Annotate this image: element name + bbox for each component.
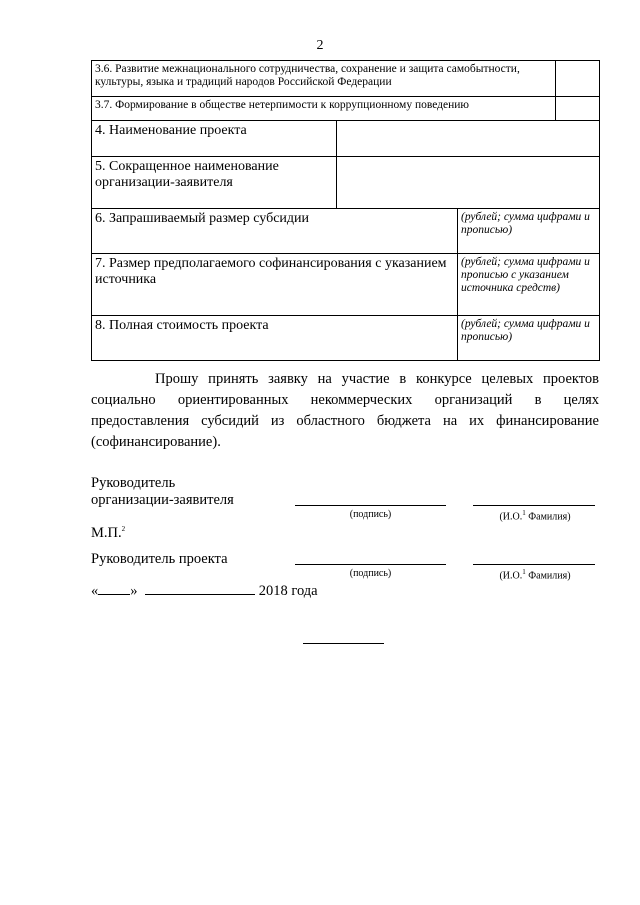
project-head-signature-line[interactable]: [295, 564, 446, 565]
project-head-signature-caption: (подпись): [349, 568, 392, 579]
row-7-label: 7. Размер предполагаемого софинансирования с указанием источника: [92, 254, 458, 316]
row-6-label: 6. Запрашиваемый размер субсидии: [92, 209, 458, 254]
org-head-signature-line[interactable]: [295, 505, 446, 506]
org-head-signature-caption: (подпись): [349, 509, 392, 520]
org-head-name-line[interactable]: [473, 505, 595, 506]
project-name-field[interactable]: [337, 121, 600, 157]
request-paragraph: Прошу принять заявку на участие в конкурсе целевых проектов социально ориентированных некоммерческих организаций в целях предоставления субсидий из областного бюджета на их финансирование (софинансирование).: [91, 371, 599, 451]
org-head-name-caption: (И.О.$^1$ Фамилия): [499, 509, 571, 523]
page-number: 2: [316, 38, 324, 53]
stamp-label: М.П.$^2$: [91, 525, 126, 541]
row-3-7-label: 3.7. Формирование в обществе нетерпимости к коррупционному поведению: [92, 97, 556, 121]
year-text: 2018 года: [258, 583, 318, 599]
project-head-label: Руководитель проекта: [91, 551, 228, 567]
row-3-6-mark-cell[interactable]: [556, 61, 600, 97]
row-3-6-label: 3.6. Развитие межнационального сотрудничества, сохранение и защита самобытности, культуры, языка и традиций народов Российской Федерации: [92, 61, 556, 97]
day-blank[interactable]: [98, 582, 130, 595]
org-head-label-line1: Руководитель: [91, 475, 176, 491]
org-head-label-line2: организации-заявителя: [91, 492, 234, 508]
project-head-name-caption: (И.О.$^1$ Фамилия): [499, 568, 571, 582]
project-head-name-line[interactable]: [473, 564, 595, 565]
date-row: « » 2018 года: [91, 583, 318, 599]
row-5-label: 5. Сокращенное наименование организации-заявителя: [92, 157, 337, 209]
month-blank[interactable]: [145, 582, 255, 595]
row-8-label: 8. Полная стоимость проекта: [92, 316, 458, 361]
cofinancing-amount-field[interactable]: (рублей; сумма цифрами и прописью с указанием источника средств): [458, 254, 600, 316]
row-3-7-mark-cell[interactable]: [556, 97, 600, 121]
subsidy-amount-field[interactable]: (рублей; сумма цифрами и прописью): [458, 209, 600, 254]
org-short-name-field[interactable]: [337, 157, 600, 209]
row-4-label: 4. Наименование проекта: [92, 121, 337, 157]
total-cost-field[interactable]: (рублей; сумма цифрами и прописью): [458, 316, 600, 361]
application-form-table: [91, 60, 600, 361]
end-divider: [303, 643, 384, 644]
